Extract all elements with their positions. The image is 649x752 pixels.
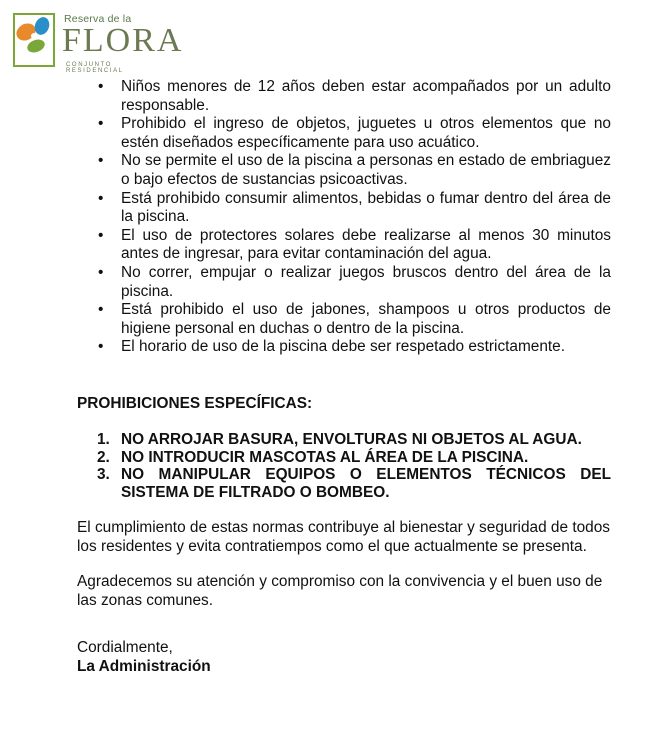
bullet: • <box>98 189 104 207</box>
bullet: • <box>98 78 104 95</box>
flower-logo-icon <box>12 10 58 70</box>
rule-text: No correr, empujar o realizar juegos bruscos dentro del área de la piscina. <box>121 263 611 300</box>
list-item <box>77 431 611 449</box>
bullet: • <box>98 338 104 356</box>
rule-text: El horario de uso de la piscina debe ser respetado estrictamente. <box>121 338 566 356</box>
prohibition-text: NO ARROJAR BASURA, ENVOLTURAS NI OBJETOS AL AGUA. <box>121 431 582 448</box>
rule-text: Niños menores de 12 años deben estar acompañados por un adulto responsable. <box>121 78 611 114</box>
prohibitions-heading: PROHIBICIONES ESPECÍFICAS: <box>77 395 313 412</box>
list-item <box>77 264 611 301</box>
bullet: • <box>98 226 104 244</box>
signature: La Administración <box>77 658 211 675</box>
rules-list <box>77 78 611 357</box>
list-item <box>77 190 611 227</box>
item-number: 3. <box>97 466 110 483</box>
logo-line2: FLORA <box>62 22 184 59</box>
paragraph-thanks: Agradecemos su atención y compromiso con la convivencia y el buen uso de las zonas comunes. <box>77 573 603 609</box>
logo-line1: Reserva de la <box>64 13 132 25</box>
list-item <box>77 227 611 264</box>
bullet: • <box>98 301 104 319</box>
prohibition-text: NO MANIPULAR EQUIPOS O ELEMENTOS TÉCNICOS DEL SISTEMA DE FILTRADO O BOMBEO. <box>121 466 611 501</box>
logo-line3: CONJUNTO RESIDENCIAL <box>66 62 124 74</box>
rule-text: No se permite el uso de la piscina a personas en estado de embriaguez o bajo efectos de sustancias psicoactivas. <box>121 152 611 188</box>
list-item <box>77 115 611 152</box>
list-item <box>77 78 611 115</box>
bullet: • <box>98 152 104 170</box>
logo <box>12 10 184 74</box>
list-item <box>77 338 611 357</box>
bullet: • <box>98 115 104 133</box>
list-item <box>77 449 611 467</box>
item-number: 2. <box>97 448 110 466</box>
list-item <box>77 152 611 189</box>
salutation: Cordialmente, <box>77 639 173 656</box>
rule-text: Está prohibido consumir alimentos, bebidas o fumar dentro del área de la piscina. <box>121 189 611 226</box>
paragraph-compliance: El cumplimiento de estas normas contribuye al bienestar y seguridad de todos los residentes y evita contratiempos como el que actualmente se presenta. <box>77 519 610 555</box>
item-number: 1. <box>97 431 110 448</box>
rule-text: Está prohibido el uso de jabones, shampoos u otros productos de higiene personal en duchas o dentro de la piscina. <box>121 301 611 337</box>
closing <box>77 638 211 676</box>
list-item <box>77 301 611 338</box>
rules-section <box>77 78 611 357</box>
prohibitions-list <box>77 431 611 501</box>
rule-text: El uso de protectores solares debe realizarse al menos 30 minutos antes de ingresar, para evitar contaminación del agua. <box>121 226 611 263</box>
bullet: • <box>98 263 104 281</box>
rule-text: Prohibido el ingreso de objetos, juguetes u otros elementos que no estén diseñados específicamente para uso acuático. <box>121 115 611 151</box>
list-item <box>77 466 611 501</box>
prohibition-text: NO INTRODUCIR MASCOTAS AL ÁREA DE LA PISCINA. <box>121 448 529 466</box>
